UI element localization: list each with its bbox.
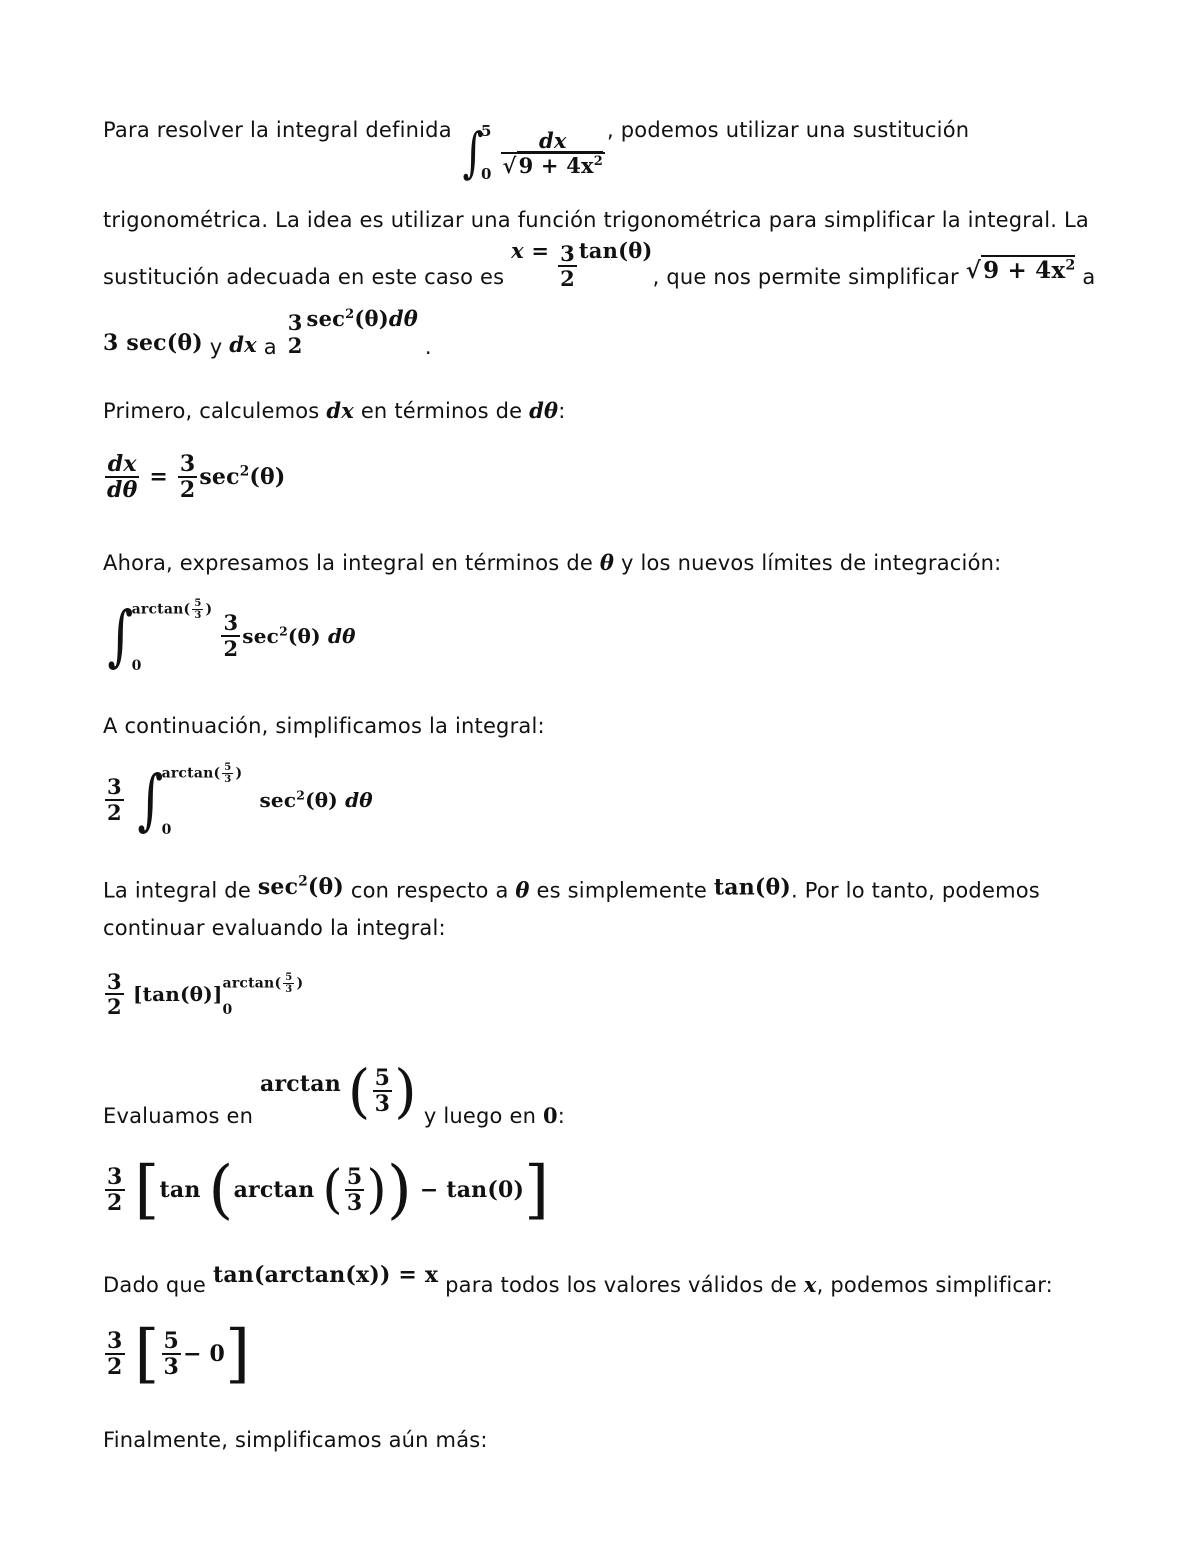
text: Para resolver la integral definida: [103, 118, 452, 142]
numerator: 5: [285, 971, 293, 983]
integral-theta: [103, 598, 356, 673]
paragraph-1-line-4: [103, 306, 432, 359]
numerator: 5: [163, 1327, 180, 1354]
evaluation-bracket: [103, 970, 303, 1018]
integrand-fraction: [501, 129, 605, 177]
exponent: 2: [296, 787, 306, 803]
fraction-3-2: [221, 611, 240, 659]
fraction-5-3: [192, 598, 203, 621]
text: :: [558, 399, 566, 423]
numerator: 5: [224, 762, 232, 773]
text: Evaluamos en: [103, 1104, 254, 1128]
denominator: 3: [285, 983, 293, 995]
numerator: 5: [346, 1163, 363, 1190]
lower-limit: 0: [481, 165, 492, 183]
upper-limit: arctan( $\frac{5}{3}$ ): [131, 598, 213, 621]
text: trigonométrica. La idea es utilizar una función trigonométrica para simplificar la integral. La: [103, 208, 1089, 232]
arg: (θ): [249, 464, 286, 491]
text: y luego en: [423, 1104, 537, 1128]
left-bracket: [: [134, 1153, 160, 1227]
fraction-3-2: [105, 1329, 125, 1379]
radicand: 9 + 4x: [518, 153, 594, 178]
dx: dx: [229, 332, 257, 357]
tan-theta: tan(θ): [713, 874, 792, 901]
bracket-expression: [tan(θ)]: [132, 982, 223, 1007]
right-bracket: ]: [225, 1317, 251, 1391]
denominator: 2: [287, 333, 303, 358]
sec-squared-dtheta: [242, 624, 355, 648]
text: , podemos simplificar:: [816, 1273, 1053, 1297]
left-paren: (: [347, 1057, 371, 1125]
paragraph-4: [103, 714, 545, 738]
minus-zero: − 0: [183, 1341, 226, 1367]
arctan: arctan: [260, 1071, 341, 1097]
upper-limit: arctan( $\frac{5}{3}$ ): [222, 971, 304, 995]
text: . Por lo tanto, podemos: [791, 878, 1040, 903]
sqrt: $√9 + 4x^2$: [502, 153, 603, 178]
exponent: 2: [345, 307, 355, 322]
arg: (θ): [305, 787, 338, 812]
numerator: 3: [560, 240, 575, 266]
fraction-dx-dtheta: [105, 452, 139, 502]
text: para todos los valores válidos de: [445, 1273, 797, 1297]
paragraph-7: [103, 1262, 1053, 1297]
denominator: 2: [107, 994, 122, 1020]
fraction-3-2: [105, 970, 124, 1018]
denominator: 2: [107, 1190, 123, 1216]
text: en términos de: [360, 399, 523, 423]
sec-squared-theta: [199, 464, 285, 490]
sec: sec: [257, 874, 299, 901]
fraction-5-3: [222, 762, 233, 785]
sec-squared-dtheta: [259, 788, 372, 812]
text: Dado que: [103, 1273, 207, 1297]
denominator: 2: [560, 266, 575, 291]
equation-dx-dtheta: [103, 452, 286, 502]
denominator: 3: [374, 1091, 391, 1117]
arg: (θ): [287, 623, 321, 648]
numerator: 3: [287, 309, 303, 335]
dtheta: dθ: [327, 623, 356, 648]
left-paren-inner: (: [322, 1160, 343, 1220]
text: .: [424, 335, 432, 359]
numerator: dx: [538, 127, 567, 153]
paragraph-1-line-3: [103, 238, 1095, 290]
numerator: 3: [107, 1327, 123, 1354]
text: , podemos utilizar una sustitución: [607, 118, 970, 142]
paragraph-1-line-2: [103, 208, 1089, 232]
evaluation-limits: [223, 972, 304, 1017]
equals: =: [149, 464, 168, 491]
arctan: arctan: [131, 601, 184, 618]
numerator: 5: [374, 1064, 391, 1091]
text: y los nuevos límites de integración:: [620, 551, 1002, 575]
text: A continuación, simplificamos la integral:: [103, 714, 545, 738]
denominator: 3: [194, 610, 202, 621]
paragraph-1-line-1: [103, 118, 969, 182]
integral-limits: [162, 762, 243, 837]
denominator: 2: [107, 799, 122, 825]
paragraph-5-line-1: [103, 874, 1040, 902]
tan-theta: tan(θ): [578, 238, 653, 263]
paragraph-8: [103, 1428, 488, 1452]
minus-tan-zero: − tan(0): [419, 1177, 525, 1203]
paragraph-6: [103, 1057, 566, 1128]
dtheta: dθ: [345, 787, 373, 812]
left-bracket: [: [134, 1317, 160, 1391]
fraction-3-2: [286, 311, 305, 357]
final-bracket-expression: [103, 1317, 251, 1391]
integral-sign: ∫: [462, 121, 484, 184]
numerator: dx: [107, 451, 137, 477]
integral-sign: ∫: [137, 760, 164, 838]
arctan: arctan: [233, 1177, 315, 1203]
sec-squared-theta: [258, 874, 344, 900]
tan: tan: [159, 1177, 201, 1203]
text: :: [557, 1104, 566, 1128]
x-equals: x =: [511, 238, 550, 263]
tan-theta: tan(θ): [142, 982, 213, 1007]
right-paren-outer: ): [386, 1153, 412, 1227]
fraction-5-3: [373, 1066, 393, 1116]
upper-limit: arctan( $\frac{5}{3}$ ): [161, 762, 243, 785]
paragraph-5-line-2: [103, 916, 446, 940]
text: Finalmente, simplificamos aún más:: [103, 1428, 488, 1452]
exponent: 2: [1065, 257, 1076, 274]
arg: (θ): [354, 306, 389, 331]
evaluation-expression: [103, 1153, 550, 1227]
numerator: 5: [194, 598, 202, 609]
fraction-3-2: [105, 1165, 125, 1215]
fraction-5-3: [283, 972, 294, 995]
paragraph-3: [103, 550, 1001, 575]
integral-limits: [132, 598, 213, 673]
sqrt-expression: $√9 + 4x^2$: [965, 257, 1076, 284]
dx: dx: [326, 398, 354, 423]
lower-limit: 0: [222, 1001, 233, 1018]
numerator: 3: [107, 1163, 123, 1190]
fraction-3-2: [178, 452, 198, 502]
paragraph-2: [103, 398, 566, 423]
text: sustitución adecuada en este caso es: [103, 265, 505, 289]
text: La integral de: [103, 878, 251, 903]
numerator: 3: [179, 451, 196, 477]
lower-limit: 0: [131, 658, 142, 674]
x: x: [803, 1272, 817, 1297]
exponent: 2: [298, 874, 308, 890]
zero: 0: [542, 1103, 558, 1128]
exponent: 2: [593, 154, 603, 169]
numerator: 3: [107, 774, 122, 800]
sec: sec: [259, 787, 297, 812]
radicand: 9 + 4x: [983, 257, 1066, 284]
text: a: [1082, 265, 1096, 289]
sec: sec: [242, 623, 280, 648]
numerator: 3: [223, 610, 239, 636]
lower-limit: 0: [161, 822, 172, 838]
text: y: [209, 335, 223, 359]
dtheta: dθ: [388, 306, 418, 331]
right-bracket: ]: [524, 1153, 550, 1227]
text: , que nos permite simplificar: [652, 265, 959, 289]
denominator: 2: [223, 635, 239, 661]
sec-squared-dtheta: [307, 306, 418, 331]
text: es simplemente: [536, 878, 708, 903]
upper-limit: 5: [481, 122, 492, 140]
arctan: arctan: [161, 765, 214, 782]
arctan: arctan: [222, 975, 275, 992]
text: Ahora, expresamos la integral en términos de: [103, 551, 593, 575]
integral-simplified: [103, 762, 373, 837]
denominator: dθ: [107, 477, 138, 504]
exponent: 2: [239, 464, 250, 481]
denominator: 3: [346, 1190, 363, 1216]
dtheta: dθ: [529, 398, 559, 423]
right-paren: ): [394, 1057, 417, 1125]
text: con respecto a: [350, 878, 509, 903]
fraction-3-2: [105, 775, 124, 823]
theta: θ: [515, 877, 530, 903]
denominator: 3: [224, 774, 232, 785]
theta: θ: [599, 550, 615, 575]
denominator: [501, 152, 605, 177]
numerator: 3: [107, 969, 122, 994]
arg: (θ): [307, 874, 344, 901]
denominator: 2: [107, 1354, 123, 1380]
text: continuar evaluando la integral:: [103, 916, 446, 940]
denominator: 2: [179, 477, 196, 504]
right-paren-inner: ): [366, 1160, 387, 1220]
sec: sec: [306, 306, 346, 331]
definite-integral: [459, 121, 607, 184]
fraction-5-3: [345, 1165, 365, 1215]
integral-sign: ∫: [107, 596, 134, 674]
fraction-5-3: [162, 1329, 182, 1379]
fraction-3-2: [558, 242, 577, 290]
text: a: [263, 335, 277, 359]
exponent: 2: [279, 623, 288, 639]
denominator: 3: [163, 1354, 180, 1380]
identity-tan-arctan: tan(arctan(x)) = x: [212, 1262, 439, 1288]
left-paren-outer: (: [208, 1153, 234, 1227]
text: Primero, calculemos: [103, 399, 320, 423]
three-sec-theta: 3 sec(θ): [103, 330, 203, 356]
sec: sec: [199, 464, 240, 491]
